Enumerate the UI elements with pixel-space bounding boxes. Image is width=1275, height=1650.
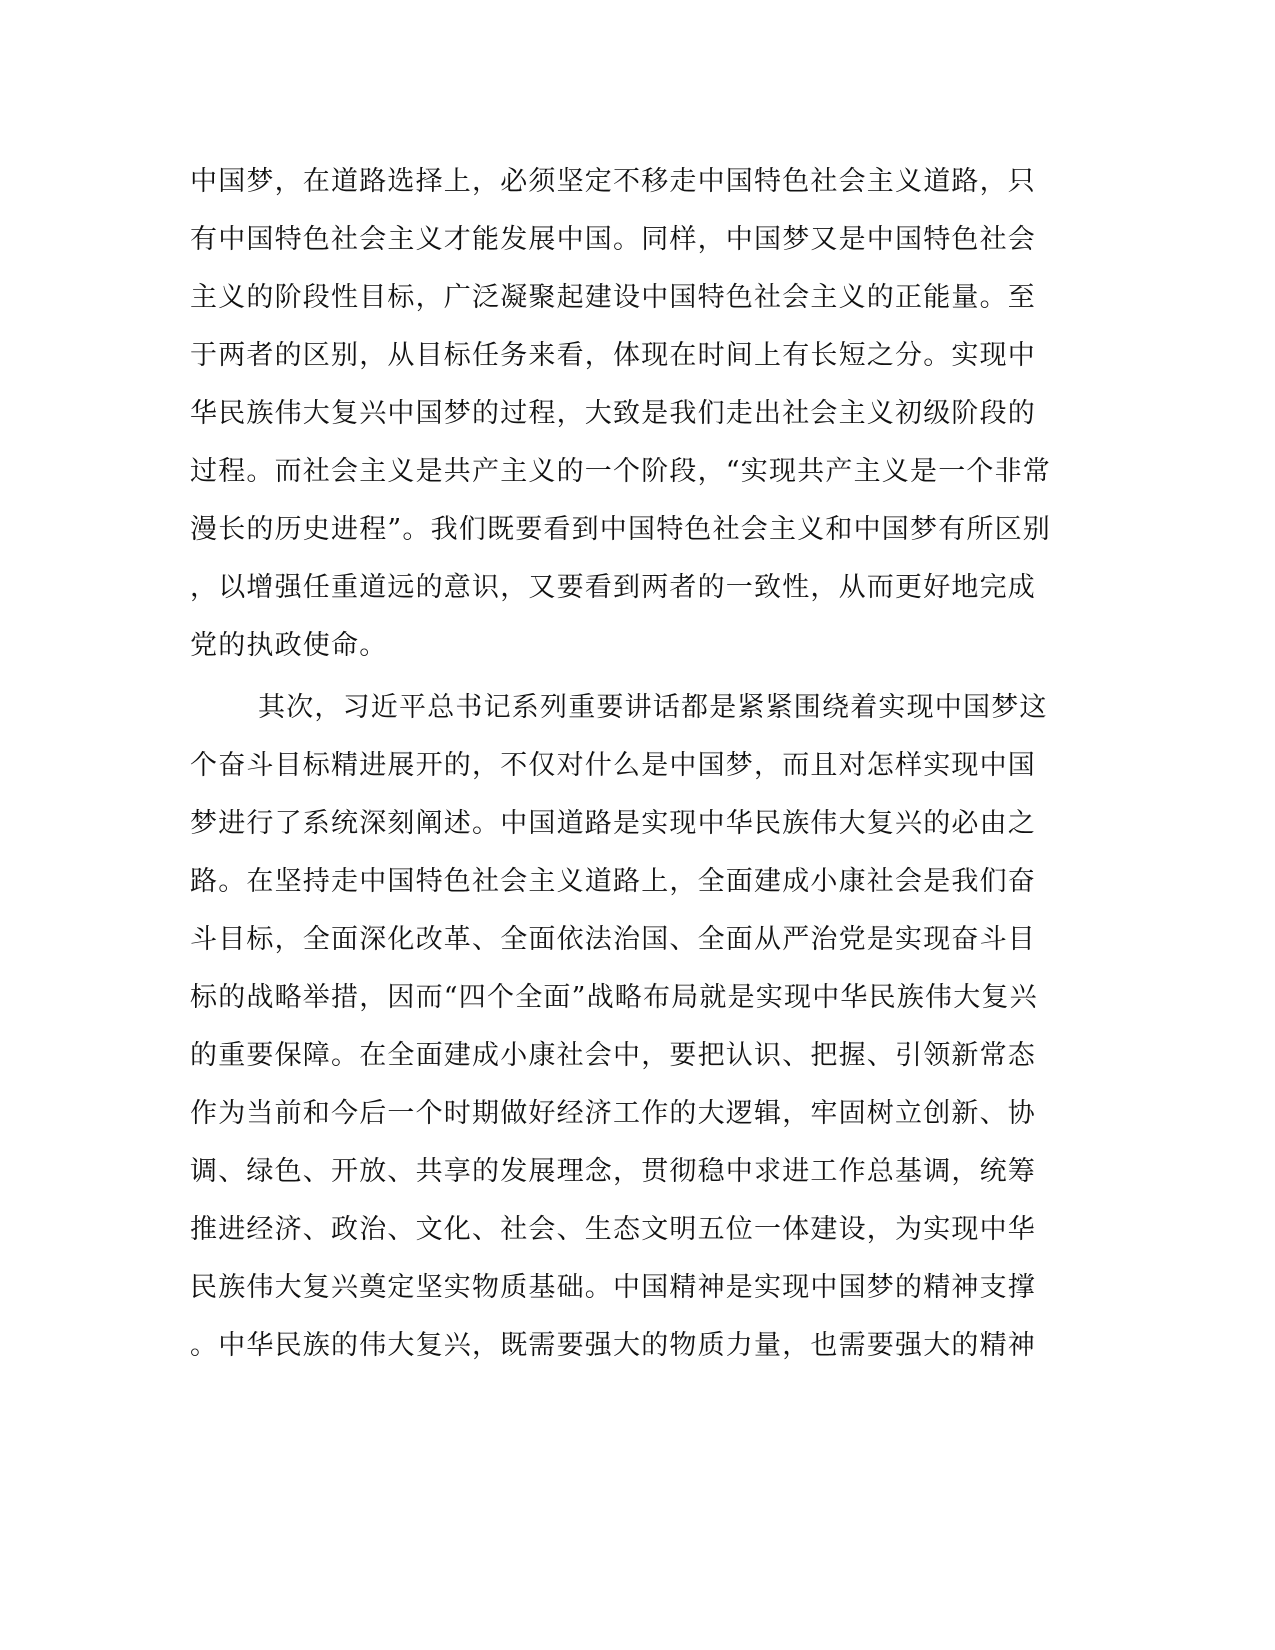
text-line: 调、绿色、开放、共享的发展理念，贯彻稳中求进工作总基调，统筹 (190, 1156, 1036, 1187)
text-line: 作为当前和今后一个时期做好经济工作的大逻辑，牢固树立创新、协 (190, 1098, 1036, 1129)
paragraph-first-line: 其次，习近平总书记系列重要讲话都是紧紧围绕着实现中国梦这 (258, 692, 1048, 723)
text-line: 标的战略举措，因而“四个全面”战略布局就是实现中华民族伟大复兴 (190, 982, 1038, 1013)
text-line: 民族伟大复兴奠定坚实物质基础。中国精神是实现中国梦的精神支撑 (190, 1272, 1036, 1303)
text-line: 过程。而社会主义是共产主义的一个阶段，“实现共产主义是一个非常 (190, 456, 1052, 487)
text-line: 的重要保障。在全面建成小康社会中，要把认识、把握、引领新常态 (190, 1040, 1036, 1071)
text-line: 个奋斗目标精进展开的，不仅对什么是中国梦，而且对怎样实现中国 (190, 750, 1036, 781)
text-line: 中国梦，在道路选择上，必须坚定不移走中国特色社会主义道路，只 (190, 166, 1036, 197)
text-line: 华民族伟大复兴中国梦的过程，大致是我们走出社会主义初级阶段的 (190, 398, 1036, 429)
text-line: 路。在坚持走中国特色社会主义道路上，全面建成小康社会是我们奋 (190, 866, 1036, 897)
text-line: 主义的阶段性目标，广泛凝聚起建设中国特色社会主义的正能量。至 (190, 282, 1036, 313)
text-line: 。中华民族的伟大复兴，既需要强大的物质力量，也需要强大的精神 (190, 1330, 1036, 1361)
text-line: 梦进行了系统深刻阐述。中国道路是实现中华民族伟大复兴的必由之 (190, 808, 1036, 839)
text-line: 有中国特色社会主义才能发展中国。同样，中国梦又是中国特色社会 (190, 224, 1036, 255)
text-line: 斗目标，全面深化改革、全面依法治国、全面从严治党是实现奋斗目 (190, 924, 1036, 955)
text-line: ，以增强任重道远的意识，又要看到两者的一致性，从而更好地完成 (190, 572, 1036, 603)
text-line: 推进经济、政治、文化、社会、生态文明五位一体建设，为实现中华 (190, 1214, 1036, 1245)
text-line: 漫长的历史进程”。我们既要看到中国特色社会主义和中国梦有所区别 (190, 514, 1052, 545)
text-line: 于两者的区别，从目标任务来看，体现在时间上有长短之分。实现中 (190, 340, 1036, 371)
text-line: 党的执政使命。 (190, 630, 388, 661)
